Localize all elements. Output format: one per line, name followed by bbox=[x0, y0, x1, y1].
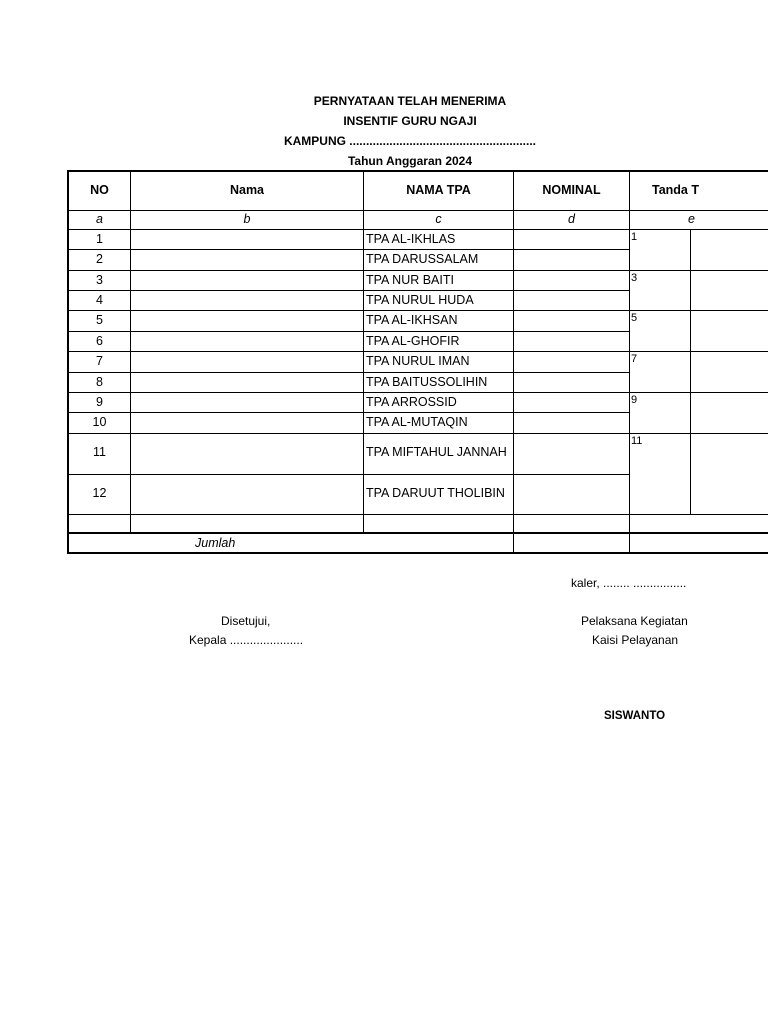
row-tpa-name: TPA AL-IKHLAS bbox=[366, 232, 456, 246]
village-line: KAMPUNG ........................................................ bbox=[283, 134, 537, 148]
row-tpa-name: TPA NUR BAITI bbox=[366, 273, 454, 287]
row-no: 4 bbox=[96, 293, 103, 307]
signature-number: 7 bbox=[631, 353, 638, 365]
signature-number: 1 bbox=[631, 231, 638, 243]
executor-name: SISWANTO bbox=[604, 710, 666, 722]
executor-label: Pelaksana Kegiatan bbox=[581, 614, 688, 628]
executor-title: Kaisi Pelayanan bbox=[592, 633, 679, 647]
budget-year: Tahun Anggaran 2024 bbox=[347, 154, 473, 168]
row-no: 11 bbox=[93, 445, 106, 459]
row-no: 3 bbox=[96, 273, 103, 287]
row-no: 12 bbox=[92, 486, 107, 500]
col-header-tpa: NAMA TPA bbox=[406, 183, 471, 197]
total-label: Jumlah bbox=[195, 536, 236, 550]
col-letter-e: e bbox=[688, 212, 695, 226]
col-letter-d: d bbox=[568, 212, 575, 226]
document-title: PERNYATAAN TELAH MENERIMA bbox=[313, 94, 507, 108]
row-no: 6 bbox=[96, 334, 103, 348]
row-no: 7 bbox=[96, 354, 103, 368]
row-tpa-name: TPA NURUL IMAN bbox=[366, 354, 470, 368]
col-header-no: NO bbox=[90, 183, 109, 197]
row-tpa-name: TPA AL-IKHSAN bbox=[366, 313, 458, 327]
col-letter-c: c bbox=[435, 212, 442, 226]
row-tpa-name: TPA AL-MUTAQIN bbox=[366, 415, 468, 429]
row-no: 8 bbox=[96, 375, 103, 389]
row-no: 10 bbox=[92, 415, 107, 429]
col-header-nominal: NOMINAL bbox=[542, 183, 601, 197]
signature-number: 9 bbox=[631, 394, 638, 406]
col-header-signature: Tanda T bbox=[652, 183, 699, 197]
row-tpa-name: TPA MIFTAHUL JANNAH bbox=[366, 445, 507, 459]
row-tpa-name: TPA AL-GHOFIR bbox=[366, 334, 460, 348]
signature-number: 3 bbox=[631, 272, 638, 284]
row-no: 1 bbox=[96, 232, 103, 246]
col-letter-a: a bbox=[96, 212, 103, 226]
row-no: 5 bbox=[96, 313, 103, 327]
signature-number: 5 bbox=[631, 312, 638, 324]
place-date: kaler, ........ ................ bbox=[571, 576, 687, 590]
row-tpa-name: TPA DARUUT THOLIBIN bbox=[366, 486, 505, 500]
row-no: 9 bbox=[96, 395, 103, 409]
row-tpa-name: TPA BAITUSSOLIHIN bbox=[366, 375, 488, 389]
col-header-name: Nama bbox=[229, 183, 265, 197]
row-tpa-name: TPA ARROSSID bbox=[366, 395, 457, 409]
signature-number: 11 bbox=[631, 435, 643, 447]
row-no: 2 bbox=[96, 252, 103, 266]
approved-label: Disetujui, bbox=[221, 614, 271, 628]
document-subtitle: INSENTIF GURU NGAJI bbox=[343, 114, 477, 128]
recipient-table bbox=[67, 170, 768, 555]
row-tpa-name: TPA DARUSSALAM bbox=[366, 252, 479, 266]
col-letter-b: b bbox=[243, 212, 251, 226]
head-label: Kepala ...................... bbox=[189, 633, 304, 647]
row-tpa-name: TPA NURUL HUDA bbox=[366, 293, 474, 307]
